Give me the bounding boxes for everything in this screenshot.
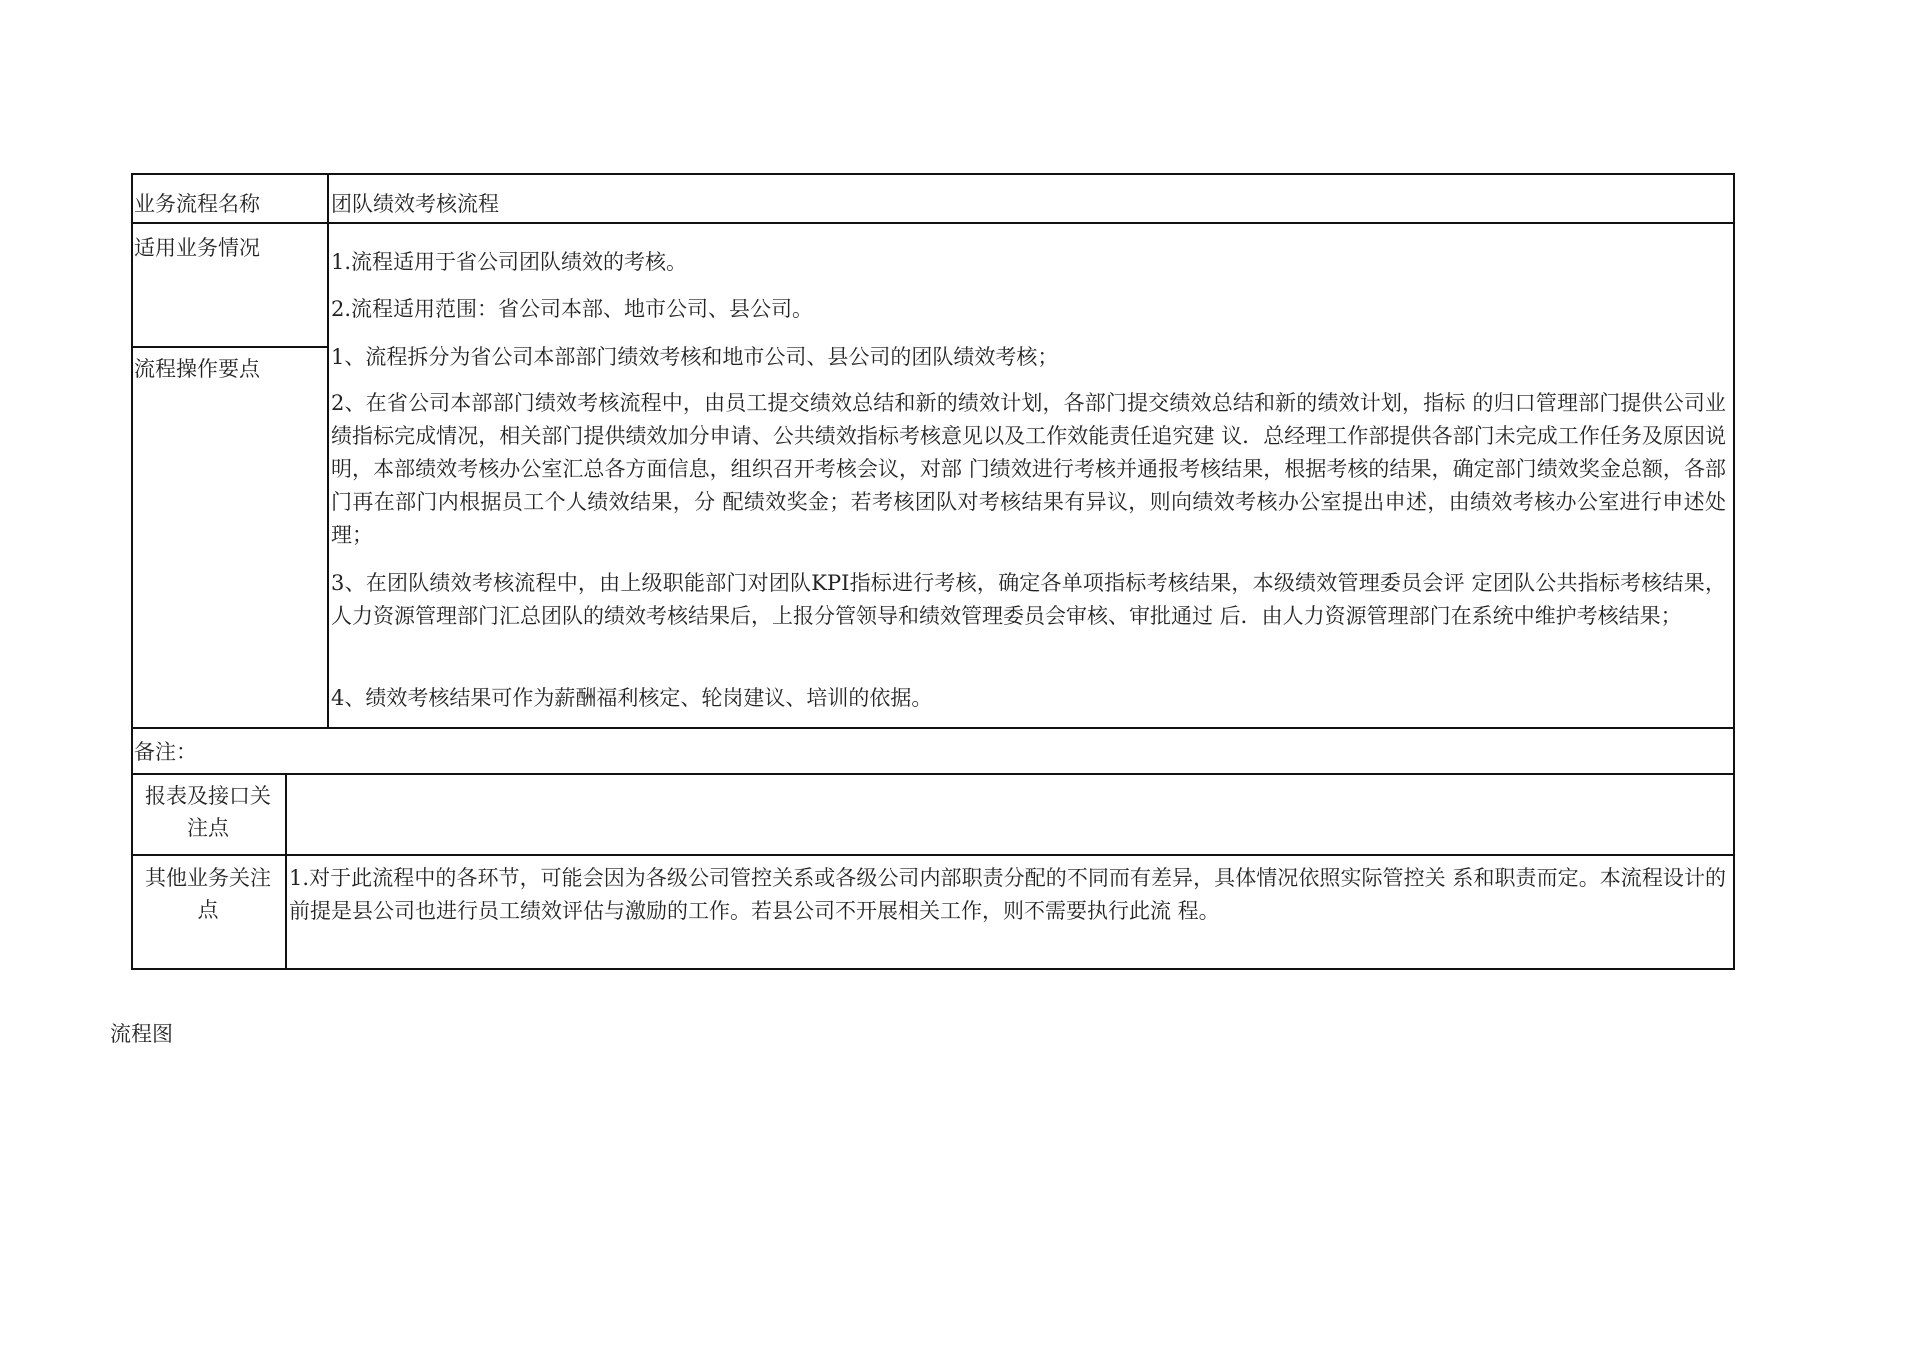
key-point-item: 4、绩效考核结果可作为薪酬福利核定、轮岗建议、培训的依据。 — [331, 686, 933, 710]
row-divider-5 — [131, 854, 1735, 856]
key-point-item: 1、流程拆分为省公司本部部门绩效考核和地市公司、县公司的团队绩效考核； — [331, 345, 1059, 369]
other-value: 1.对于此流程中的各环节，可能会因为各级公司管控关系或各级公司内部职责分配的不同而有差异，具体情况依照实际管控关 系和职责而定。本流程设计的前提是县公司也进行员工绩效评估与激励的工作。若县公司不开展相关工作，则不需要执行此流 程。 — [289, 866, 1726, 923]
report-label: 报表及接口关注点 — [145, 784, 271, 840]
row-divider-2 — [131, 346, 329, 348]
process-name-label: 业务流程名称 — [134, 192, 260, 216]
key-point-item: 2、在省公司本部部门绩效考核流程中，由员工提交绩效总结和新的绩效计划，各部门提交绩效总结和新的绩效计划，指标 的归口管理部门提供公司业绩指标完成情况，相关部门提供绩效加分申请、公共绩效指标考核意见以及工作效能责任追究建 议．总经理工作部提供各部门未完成工作任务及原因说明，本部绩效考核办公室汇总各方面信息，组织召开考核会议，对部 门绩效进行考核并通报考核结果，根据考核的结果，确定部门绩效奖金总额，各部门再在部门内根据员工个人绩效结果，分 配绩效奖金；若考核团队对考核结果有异议，则向绩效考核办公室提出申述，由绩效考核办公室进行申述处理； — [331, 391, 1726, 547]
row-divider-3 — [131, 727, 1735, 729]
applicable-item: 1.流程适用于省公司团队绩效的考核。 — [331, 250, 688, 274]
notes-label: 备注： — [134, 740, 197, 764]
col-divider-lower — [285, 773, 287, 970]
row-divider-4 — [131, 773, 1735, 775]
row-divider-1 — [131, 222, 1735, 224]
flowchart-label: 流程图 — [110, 1022, 173, 1046]
applicable-label: 适用业务情况 — [134, 236, 260, 260]
col-divider-upper — [327, 173, 329, 729]
applicable-item: 2.流程适用范围：省公司本部、地市公司、县公司。 — [331, 297, 814, 321]
process-name-value: 团队绩效考核流程 — [331, 192, 499, 216]
key-points-label: 流程操作要点 — [134, 357, 260, 381]
key-point-item: 3、在团队绩效考核流程中，由上级职能部门对团队KPI指标进行考核，确定各单项指标考核结果，本级绩效管理委员会评 定团队公共指标考核结果，人力资源管理部门汇总团队的绩效考核结果后，上报分管领导和绩效管理委员会审核、审批通过 后．由人力资源管理部门在系统中维护考核结果； — [331, 571, 1726, 628]
other-label: 其他业务关注点 — [145, 866, 271, 922]
